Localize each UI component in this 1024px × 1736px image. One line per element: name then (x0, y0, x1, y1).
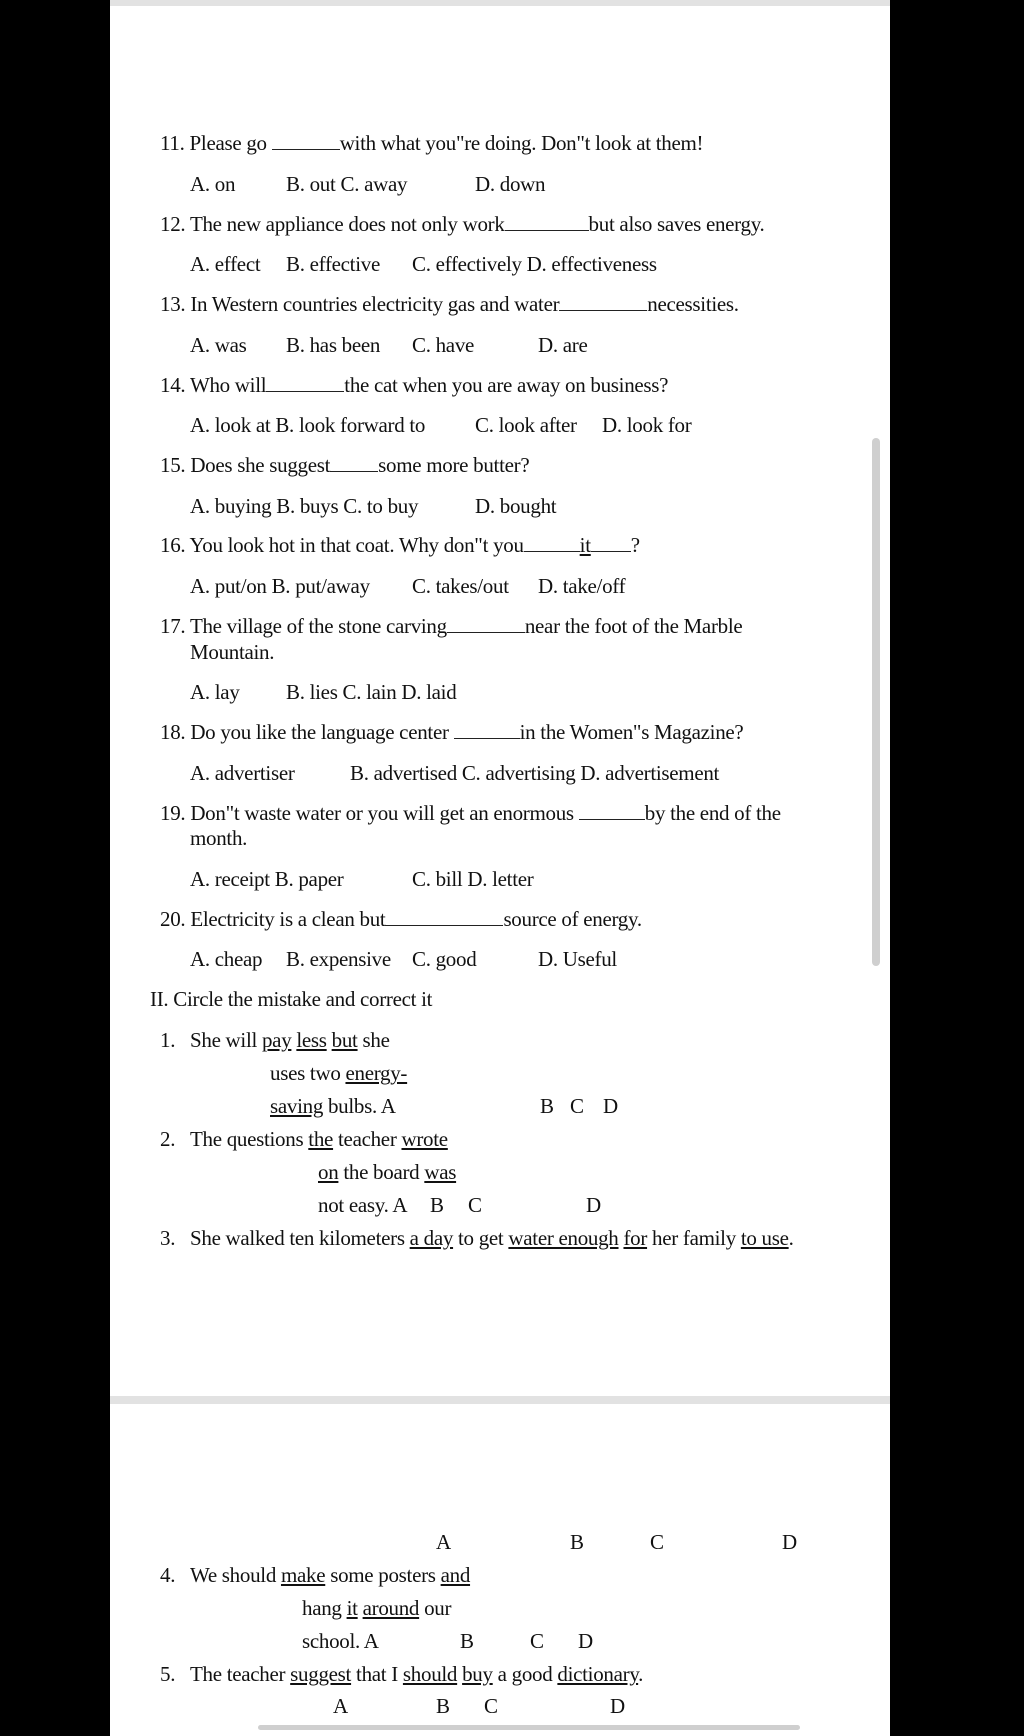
option-letter: D (610, 1694, 625, 1718)
question-text: Do you like the language center (190, 720, 454, 744)
question-number: 20. (160, 907, 186, 931)
question-13 (160, 292, 739, 317)
question-number: 17. (160, 614, 186, 638)
sentence-2-line-1: The questions the teacher wrote (190, 1127, 448, 1151)
option: B. has been (286, 333, 381, 357)
question-number: 11. (160, 131, 185, 155)
sentence-4-line-3: school. A (302, 1629, 379, 1653)
question-text: in the Women"s Magazine? (519, 720, 744, 744)
horizontal-scrollbar[interactable] (258, 1725, 800, 1730)
question-text: with what you"re doing. Don"t look at them! (339, 131, 704, 155)
option: D. look for (602, 413, 692, 437)
option-letter: B (436, 1694, 450, 1718)
question-number: 13. (160, 292, 186, 316)
option: D. are (538, 333, 588, 357)
section-heading: II. Circle the mistake and correct it (150, 987, 433, 1011)
answer-blank (579, 805, 645, 820)
sentence-2-line-3: not easy. A (318, 1193, 408, 1217)
option-letter: B (460, 1629, 474, 1653)
sentence-1-line-3: saving bulbs. A (270, 1094, 396, 1118)
option: A. advertiser (190, 761, 295, 785)
question-number: 16. (160, 533, 186, 557)
vertical-scrollbar[interactable] (872, 438, 880, 966)
option-letter: B (430, 1193, 444, 1217)
option: C. look after (475, 413, 577, 437)
option: B. advertised C. advertising D. advertisement (350, 761, 720, 785)
answer-blank (505, 216, 589, 231)
question-number: 15. (160, 453, 186, 477)
question-text: Who will (189, 373, 267, 397)
question-19 (160, 801, 781, 826)
option: A. receipt B. paper (190, 867, 344, 891)
sentence-number: 1. (160, 1028, 176, 1052)
question-number: 12. (160, 212, 186, 236)
question-20 (160, 907, 642, 932)
option-letter: A (333, 1694, 348, 1718)
option-letter: A (436, 1530, 451, 1554)
sentence-1-line-2: uses two energy- (270, 1061, 408, 1085)
question-text: month. (190, 826, 248, 850)
option: C. effectively D. effectiveness (412, 252, 657, 276)
answer-blank (330, 457, 378, 472)
option: D. bought (475, 494, 557, 518)
option: B. effective (286, 252, 380, 276)
option: A. was (190, 333, 247, 357)
answer-blank (524, 537, 580, 552)
option: A. on (190, 172, 236, 196)
question-text: near the foot of the Marble (524, 614, 743, 638)
answer-blank (272, 135, 340, 150)
answer-blank (454, 724, 520, 739)
sentence-number: 2. (160, 1127, 176, 1151)
question-number: 19. (160, 801, 186, 825)
option: A. look at B. look forward to (190, 413, 426, 437)
option: C. have (412, 333, 475, 357)
option-letter: D (782, 1530, 797, 1554)
question-18 (160, 720, 743, 745)
option-letter: C (484, 1694, 498, 1718)
question-11 (160, 131, 703, 156)
question-text: Electricity is a clean but (190, 907, 386, 931)
option-letter: C (530, 1629, 544, 1653)
option-letter: C (468, 1193, 482, 1217)
option: B. lies C. lain D. laid (286, 680, 457, 704)
question-text: The village of the stone carving (189, 614, 447, 638)
option: D. Useful (538, 947, 617, 971)
sentence-2-line-2: on the board was (318, 1160, 457, 1184)
question-text: ? (630, 533, 640, 557)
question-text: source of energy. (503, 907, 642, 931)
answer-blank (266, 377, 344, 392)
sentence-5: The teacher suggest that I should buy a good dictionary. (190, 1662, 644, 1686)
question-number: 14. (160, 373, 186, 397)
answer-blank (447, 618, 525, 633)
question-text: You look hot in that coat. Why don"t you (189, 533, 524, 557)
answer-blank (559, 296, 647, 311)
option-letter: C (650, 1530, 664, 1554)
option: B. expensive (286, 947, 391, 971)
question-text: some more butter? (378, 453, 530, 477)
question-12 (160, 212, 765, 237)
question-text: In Western countries electricity gas and water (190, 292, 560, 316)
sentence-number: 5. (160, 1662, 176, 1686)
option-letter: B (540, 1094, 554, 1118)
question-text: the cat when you are away on business? (344, 373, 669, 397)
question-text: Please go (189, 131, 272, 155)
option: A. lay (190, 680, 240, 704)
option-letter: D (578, 1629, 593, 1653)
question-text: Don"t waste water or you will get an enormous (190, 801, 579, 825)
option: C. bill D. letter (412, 867, 534, 891)
question-text: by the end of the (644, 801, 781, 825)
option-letter: D (586, 1193, 601, 1217)
question-text: Mountain. (190, 640, 275, 664)
option: A. put/on B. put/away (190, 574, 370, 598)
option-letter: D (603, 1094, 618, 1118)
question-16 (160, 533, 640, 558)
option-letter: C (570, 1094, 584, 1118)
sentence-number: 3. (160, 1226, 176, 1250)
option: B. out C. away (286, 172, 408, 196)
option: D. down (475, 172, 546, 196)
option: A. cheap (190, 947, 263, 971)
option: A. buying B. buys C. to buy (190, 494, 419, 518)
option-letter: B (570, 1530, 584, 1554)
answer-blank (591, 537, 631, 552)
question-text: it (579, 533, 591, 557)
question-text: The new appliance does not only work (189, 212, 505, 236)
sentence-4-line-1: We should make some posters and (190, 1563, 471, 1587)
question-17 (160, 614, 742, 639)
question-14 (160, 373, 668, 398)
sentence-number: 4. (160, 1563, 176, 1587)
option: C. good (412, 947, 477, 971)
option: A. effect (190, 252, 261, 276)
answer-blank (385, 911, 503, 926)
question-15 (160, 453, 529, 478)
sentence-1-line-1: She will pay less but she (190, 1028, 390, 1052)
sentence-4-line-2: hang it around our (302, 1596, 452, 1620)
question-text: Does she suggest (190, 453, 331, 477)
question-text: but also saves energy. (588, 212, 765, 236)
sentence-3: She walked ten kilometers a day to get water enough for her family to use. (190, 1226, 794, 1250)
question-text: necessities. (647, 292, 739, 316)
option: C. takes/out (412, 574, 509, 598)
option: D. take/off (538, 574, 626, 598)
question-number: 18. (160, 720, 186, 744)
